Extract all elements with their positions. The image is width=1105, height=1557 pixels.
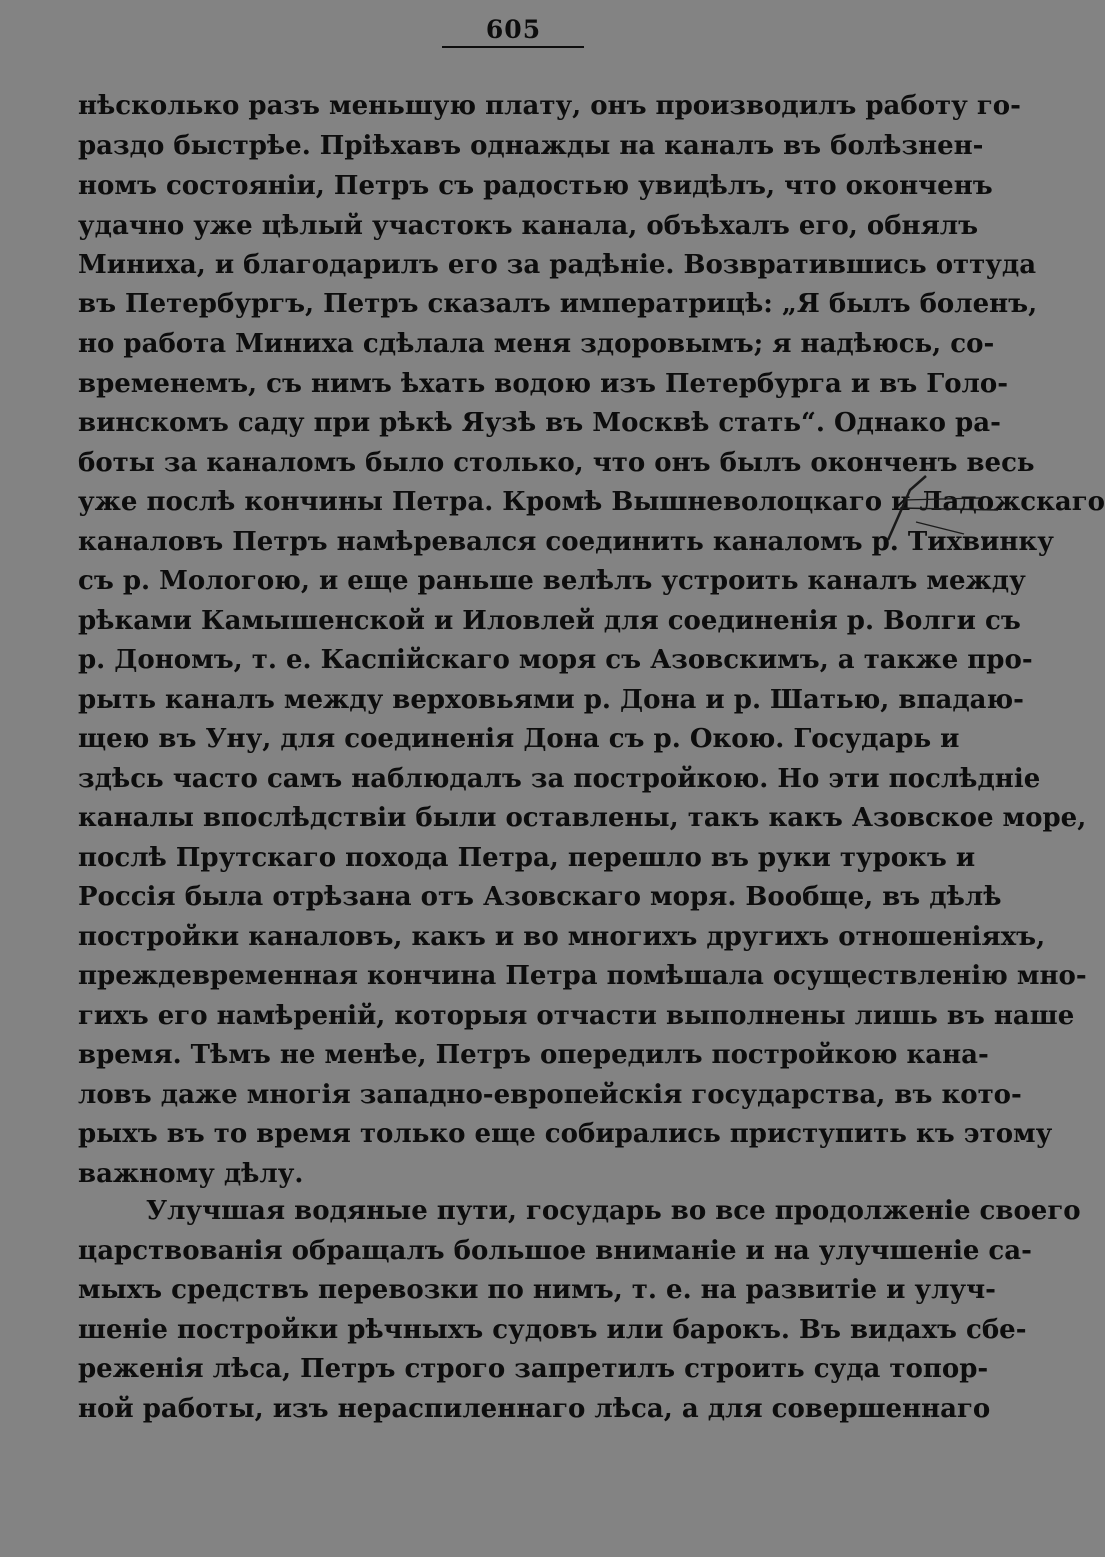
text-line: щею въ Уну, для соединенія Дона съ р. Окою. Государь и: [78, 724, 960, 754]
page-number: 605: [485, 15, 542, 44]
text-line: рыхъ въ то время только еще собирались приступить къ этому: [78, 1119, 1053, 1149]
text-line: временемъ, съ нимъ ѣхать водою изъ Петербурга и въ Голо-: [78, 369, 1009, 399]
text-line: нѣсколько разъ меньшую плату, онъ производилъ работу го-: [78, 91, 1021, 121]
text-line: каналовъ Петръ намѣревался соединить каналомъ р. Тихвинку: [78, 527, 1054, 557]
text-line: рыть каналъ между верховьями р. Дона и р. Шатью, впадаю-: [78, 685, 1024, 715]
text-line: боты за каналомъ было столько, что онъ былъ оконченъ весь: [78, 448, 1035, 478]
text-line: реженія лѣса, Петръ строго запретилъ строить суда топор-: [78, 1354, 989, 1384]
text-line: р. Дономъ, т. е. Каспійскаго моря съ Азовскимъ, а также про-: [78, 645, 1033, 675]
text-line: въ Петербургъ, Петръ сказалъ императрицѣ: „Я былъ боленъ,: [78, 289, 1038, 319]
text-line: преждевременная кончина Петра помѣшала осуществленію мно-: [78, 961, 1087, 991]
text-line: Россія была отрѣзана отъ Азовскаго моря. Вообще, въ дѣлѣ: [78, 882, 1002, 912]
text-line: рѣками Камышенской и Иловлей для соединенія р. Волги съ: [78, 606, 1021, 636]
text-line: номъ состояніи, Петръ съ радостью увидѣлъ, что оконченъ: [78, 171, 993, 201]
header-rule: [442, 46, 584, 48]
text-line: уже послѣ кончины Петра. Кромѣ Вышневолоцкаго и Ладожскаго: [78, 487, 1105, 517]
text-line: винскомъ саду при рѣкѣ Яузѣ въ Москвѣ стать“. Однако ра-: [78, 408, 1001, 438]
text-line: Улучшая водяные пути, государь во все продолженіе своего: [146, 1196, 1081, 1226]
text-line: гихъ его намѣреній, которыя отчасти выполнены лишь въ наше: [78, 1001, 1075, 1031]
text-line: мыхъ средствъ перевозки по нимъ, т. е. на развитіе и улуч-: [78, 1275, 996, 1305]
text-line: ловъ даже многія западно-европейскія государства, въ кото-: [78, 1080, 1022, 1110]
text-line: важному дѣлу.: [78, 1159, 304, 1189]
text-line: удачно уже цѣлый участокъ канала, объѣхалъ его, обнялъ: [78, 211, 979, 241]
text-line: здѣсь часто самъ наблюдалъ за постройкою. Но эти послѣдніе: [78, 764, 1041, 794]
text-line: но работа Миниха сдѣлала меня здоровымъ; я надѣюсь, со-: [78, 329, 995, 359]
text-line: царствованія обращалъ большое вниманіе и на улучшеніе са-: [78, 1236, 1032, 1266]
text-line: послѣ Прутскаго похода Петра, перешло въ руки турокъ и: [78, 843, 976, 873]
text-line: съ р. Мологою, и еще раньше велѣлъ устроить каналъ между: [78, 566, 1026, 596]
text-line: шеніе постройки рѣчныхъ судовъ или барокъ. Въ видахъ сбе-: [78, 1315, 1027, 1345]
pencil-mark: [880, 470, 1000, 560]
text-line: каналы впослѣдствіи были оставлены, такъ какъ Азовское море,: [78, 803, 1087, 833]
text-line: раздо быстрѣе. Пріѣхавъ однажды на каналъ въ болѣзнен-: [78, 131, 984, 161]
text-line: время. Тѣмъ не менѣе, Петръ опередилъ постройкою кана-: [78, 1040, 989, 1070]
page-header: [0, 14, 1000, 50]
text-line: ной работы, изъ нераспиленнаго лѣса, а для совершеннаго: [78, 1394, 991, 1424]
text-line: постройки каналовъ, какъ и во многихъ другихъ отношеніяхъ,: [78, 922, 1046, 952]
text-line: Миниха, и благодарилъ его за радѣніе. Возвратившись оттуда: [78, 250, 1037, 280]
